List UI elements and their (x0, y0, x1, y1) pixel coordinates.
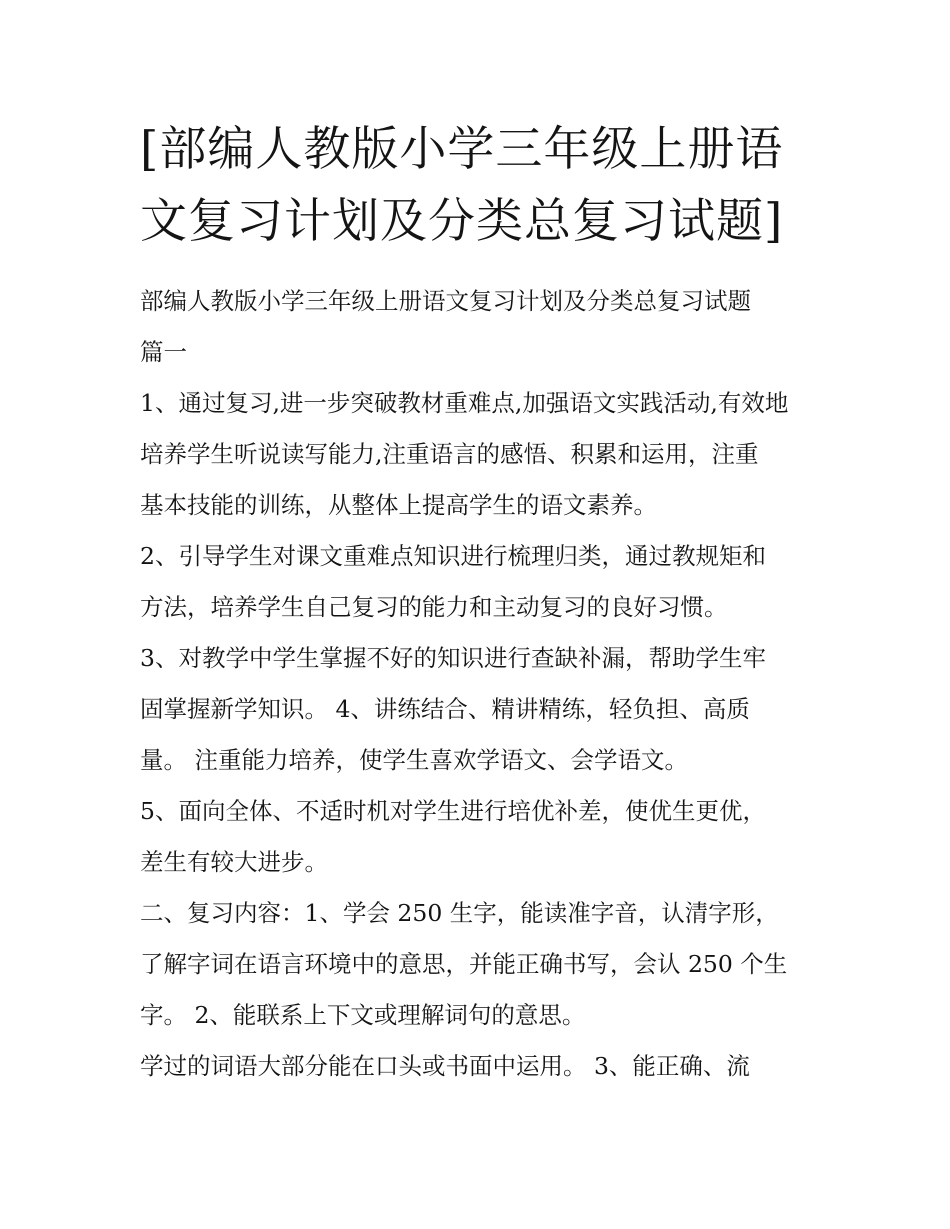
body-line: 了解字词在语言环境中的意思，并能正确书写，会认 250 个生 (140, 950, 788, 978)
body-line: 1、通过复习,进一步突破教材重难点,加强语文实践活动,有效地 (140, 389, 789, 417)
body-line: 3、对教学中学生掌握不好的知识进行查缺补漏，帮助学生牢 (140, 644, 766, 672)
body-line: 篇一 (140, 338, 187, 366)
document-body (140, 276, 830, 1092)
body-line: 字。 2、能联系上下文或理解词句的意思。 (140, 1001, 586, 1029)
title-line: [部编人教版小学三年级上册语 (140, 122, 784, 177)
body-line: 基本技能的训练，从整体上提高学生的语文素养。 (140, 491, 657, 519)
body-line: 培养学生听说读写能力,注重语言的感悟、积累和运用，注重 (140, 440, 759, 468)
body-line: 5、面向全体、不适时机对学生进行培优补差，使优生更优， (140, 797, 766, 825)
body-line: 2、引导学生对课文重难点知识进行梳理归类，通过教规矩和 (140, 542, 766, 570)
document-title (140, 114, 830, 258)
body-line: 二、复习内容：1、学会 250 生字，能读准字音，认清字形， (140, 899, 779, 927)
body-line: 学过的词语大部分能在口头或书面中运用。 3、能正确、流 (140, 1052, 750, 1080)
body-line: 量。 注重能力培养，使学生喜欢学语文、会学语文。 (140, 746, 688, 774)
title-line: 文复习计划及分类总复习试题] (140, 194, 784, 249)
body-line: 部编人教版小学三年级上册语文复习计划及分类总复习试题 (140, 287, 751, 315)
body-line: 差生有较大进步。 (140, 848, 328, 876)
body-line: 固掌握新学知识。 4、讲练结合、精讲精练，轻负担、高质 (140, 695, 750, 723)
body-line: 方法，培养学生自己复习的能力和主动复习的良好习惯。 (140, 593, 728, 621)
